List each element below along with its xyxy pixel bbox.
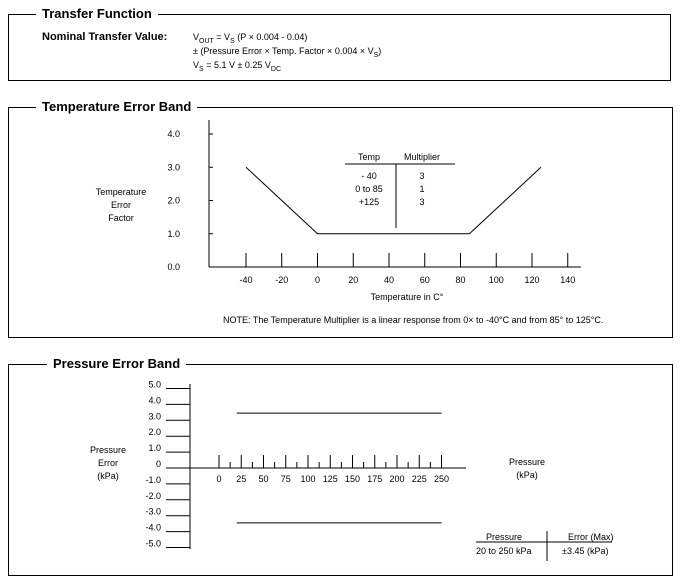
temp-table-row1-temp: - 40 (361, 171, 377, 181)
temp-table-row1-mult: 3 (419, 171, 425, 181)
pres-y-tick-label: 2.0 (148, 427, 161, 438)
temperature-error-band-title: Temperature Error Band (36, 99, 197, 114)
transfer-equation-line3: $V_S = 5.1$ V ± 0.25 $V_{DC}$ (193, 60, 282, 73)
pres-x-tick-label: 175 (367, 474, 383, 484)
temp-x-tick-label: 60 (419, 275, 430, 285)
pres-x-tick-label: 50 (258, 474, 269, 484)
temp-x-tick-label: 120 (524, 275, 540, 285)
temp-table-row3-mult: 3 (419, 197, 425, 207)
temp-table-row2-mult: 1 (419, 184, 425, 194)
pres-y-tick-label: -4.0 (145, 522, 161, 533)
temp-table-row2-temp: 0 to 85 (355, 184, 383, 194)
pres-x-tick-label: 0 (216, 474, 222, 484)
temp-x-tick-label: 40 (383, 275, 395, 285)
pressure-error-band-title: Pressure Error Band (47, 356, 186, 371)
pressure-xlabel-1: Pressure (508, 457, 545, 467)
pres-y-tick-label: 0 (155, 459, 161, 469)
transfer-equation-line1: $V_{OUT} = V_S$ (P × 0.004 - 0.04) (193, 32, 308, 45)
temperature-ylabel-2: Error (111, 200, 131, 210)
temp-table-row3-temp: +125 (358, 197, 380, 207)
temp-table-header-multiplier: Multiplier (404, 152, 441, 162)
pres-x-tick-label: 100 (300, 474, 316, 484)
temp-y-tick-label: 2.0 (167, 195, 180, 206)
transfer-equation-line2: ± (Pressure Error × Temp. Factor × $0.004 \times V_S$) (193, 46, 382, 59)
pressure-ylabel-2: Error (98, 458, 118, 468)
pres-x-tick-label: 150 (344, 474, 361, 484)
pressure-xlabel-2: (kPa) (516, 470, 538, 480)
temp-x-tick-label: 20 (348, 275, 359, 285)
pres-y-tick-label: -2.0 (145, 490, 161, 501)
pres-y-tick-label: 4.0 (148, 395, 161, 406)
pres-table-header-pressure: Pressure (486, 532, 523, 542)
pres-y-tick-label: 5.0 (148, 379, 161, 390)
temperature-note: NOTE: The Temperature Multiplier is a linear response from 0× to -40°C and from 85° to 125°C. (223, 315, 604, 325)
temp-x-tick-label: 140 (560, 275, 576, 285)
temp-y-tick-label: 4.0 (167, 129, 180, 139)
temp-x-tick-label: 100 (488, 275, 504, 285)
pres-x-tick-label: 75 (280, 474, 291, 484)
temp-x-tick-label: 80 (455, 275, 466, 285)
pres-x-tick-label: 125 (322, 474, 338, 484)
pres-y-tick-label: -1.0 (145, 474, 161, 485)
pres-y-tick-label: -3.0 (145, 506, 161, 517)
pres-y-tick-label: -5.0 (145, 538, 161, 549)
pressure-ylabel-1: Pressure (89, 445, 126, 455)
temperature-xlabel: Temperature in C° (370, 292, 444, 302)
pres-y-tick-label: 1.0 (148, 443, 161, 454)
pressure-ylabel-3: (kPa) (97, 471, 119, 481)
transfer-function-title: Transfer Function (36, 6, 158, 21)
pres-table-row1-pressure: 20 to 250 kPa (476, 546, 532, 556)
nominal-transfer-label: Nominal Transfer Value: (42, 31, 168, 43)
pres-x-tick-label: 200 (389, 474, 405, 484)
temp-y-tick-label: 1.0 (167, 228, 180, 239)
temp-x-tick-label: -20 (275, 275, 289, 285)
temp-x-tick-label: -40 (239, 275, 253, 285)
pres-y-tick-label: 3.0 (148, 411, 161, 422)
temp-y-tick-label: 3.0 (167, 162, 180, 173)
temp-x-tick-label: 0 (314, 275, 321, 285)
temp-table-header-temp: Temp (358, 152, 381, 162)
pres-x-tick-label: 25 (236, 474, 247, 484)
temperature-ylabel-1: Temperature (95, 187, 147, 197)
temp-y-tick-label: 0.0 (167, 262, 180, 272)
pres-x-tick-label: 225 (411, 474, 427, 484)
pres-table-row1-error: ±3.45 (kPa) (562, 546, 609, 556)
pres-table-header-error: Error (Max) (568, 532, 614, 542)
pres-x-tick-label: 250 (433, 474, 450, 484)
temperature-ylabel-3: Factor (108, 213, 134, 223)
